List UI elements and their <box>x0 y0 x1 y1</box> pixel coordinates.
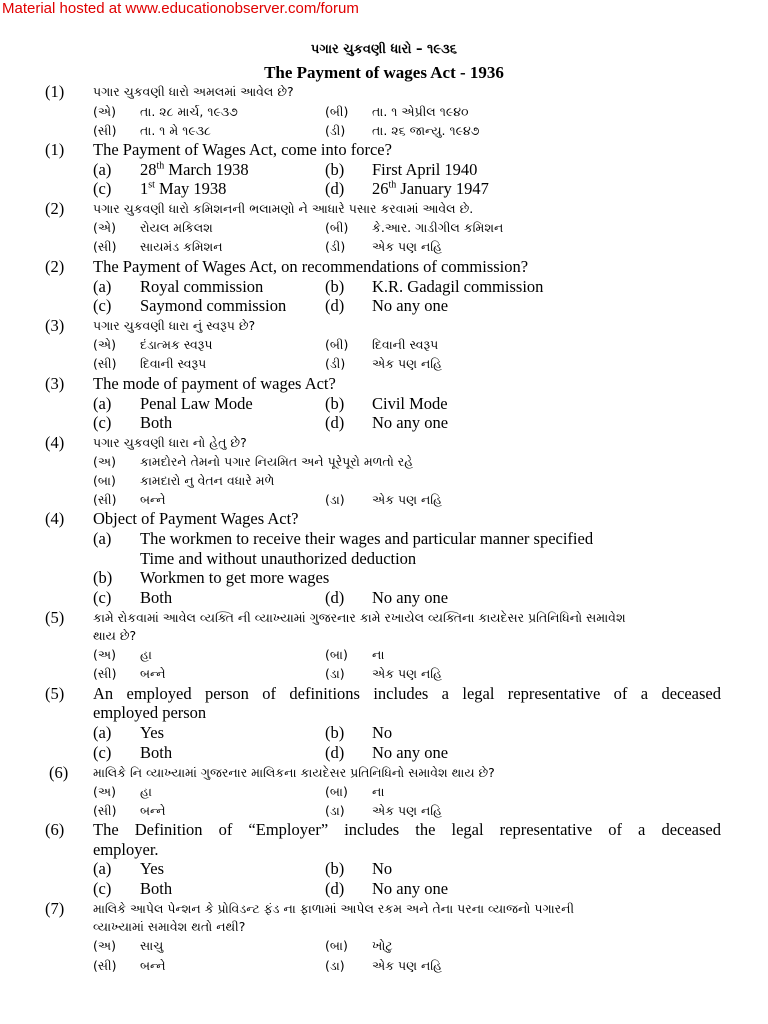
option-text: કામદોરને તેમનો પગાર નિયમિત અને પૂરેપૂરો મળતો રહે <box>140 454 414 469</box>
option-label: (અ) <box>93 784 116 799</box>
option-text: ખોટુ <box>372 938 393 953</box>
option-text: First April 1940 <box>372 160 478 179</box>
option-label: (c) <box>93 296 112 315</box>
option-text: Saymond commission <box>140 296 287 315</box>
page-title-english: The Payment of wages Act - 1936 <box>264 63 504 82</box>
option-label: (a) <box>93 529 112 548</box>
question-text-continued: થાય છે? <box>93 628 137 643</box>
option-text: એક પણ નહિ <box>372 958 442 973</box>
option-label: (d) <box>325 879 345 898</box>
question-text: The Payment of Wages Act, on recommendations of commission? <box>93 257 529 276</box>
option-text: બન્ને <box>140 492 166 507</box>
option-label: (ડા) <box>325 958 345 973</box>
option-label: (d) <box>325 588 345 607</box>
option-label: (ડા) <box>325 492 345 507</box>
question-number: (6) <box>49 763 69 782</box>
question-number: (2) <box>45 257 65 276</box>
option-text: No any one <box>372 588 449 607</box>
option-text: K.R. Gadagil commission <box>372 277 544 296</box>
question-number: (5) <box>45 684 65 703</box>
option-text-continued: Time and without unauthorized deduction <box>140 549 417 568</box>
option-label: (ડી) <box>325 239 346 254</box>
question-number: (5) <box>45 608 65 627</box>
option-label: (બી) <box>325 337 349 352</box>
option-label: (ડા) <box>325 666 345 681</box>
option-label: (d) <box>325 179 345 198</box>
option-text: Both <box>140 413 173 432</box>
option-text: તા. ૧ એપ્રીલ ૧૯૪૦ <box>372 104 469 119</box>
question-text: Object of Payment Wages Act? <box>93 509 299 528</box>
option-text: Penal Law Mode <box>140 394 253 413</box>
question-text: પગાર ચુકવણી ધારો કમિશનની ભલામણો ને આધારે પસાર કરવામાં આવેલ છે. <box>93 201 474 216</box>
question-text: કામે રોકવામાં આવેલ વ્યક્તિ ની વ્યાખ્યામાં ગુજરનાર કામે રખાયેલ વ્યક્તિના કાયદેસર પ્રતિનિધિનો સમાવેશ <box>93 610 626 625</box>
option-label: (b) <box>325 394 345 413</box>
question-text: An employed person of definitions includes a legal representative of a deceased <box>93 684 721 703</box>
option-label: (c) <box>93 879 112 898</box>
option-text: No any one <box>372 743 449 762</box>
option-label: (c) <box>93 413 112 432</box>
option-text: એક પણ નહિ <box>372 356 442 371</box>
question-text: પગાર ચુકવણી ધારો અમલમાં આવેલ છે? <box>93 84 294 99</box>
option-label: (બા) <box>325 784 348 799</box>
source-banner[interactable]: Material hosted at www.educationobserver.com/forum <box>2 0 359 17</box>
option-text: દંડાત્મક સ્વરૂપ <box>140 337 213 352</box>
option-label: (એ) <box>93 104 116 119</box>
option-label: (c) <box>93 179 112 198</box>
question-text: The Payment of Wages Act, come into force? <box>93 140 392 159</box>
option-text: The workmen to receive their wages and particular manner specified <box>140 529 594 548</box>
option-text: દિવાની સ્વરૂપ <box>372 337 439 352</box>
question-number: (3) <box>45 374 65 393</box>
option-text: No <box>372 859 393 878</box>
option-label: (ડી) <box>325 123 346 138</box>
option-text: Both <box>140 879 173 898</box>
option-label: (a) <box>93 160 112 179</box>
option-label: (બા) <box>325 647 348 662</box>
option-text: એક પણ નહિ <box>372 666 442 681</box>
option-text: Workmen to get more wages <box>140 568 330 587</box>
option-text: એક પણ નહિ <box>372 239 442 254</box>
question-number: (4) <box>45 433 65 452</box>
option-label: (b) <box>325 277 345 296</box>
option-label: (a) <box>93 394 112 413</box>
option-label: (b) <box>93 568 113 587</box>
option-label: (ડા) <box>325 803 345 818</box>
question-number: (7) <box>45 899 65 918</box>
option-text: ના <box>372 784 385 799</box>
option-label: (a) <box>93 723 112 742</box>
option-text: રોયલ મકિલશ <box>140 220 213 235</box>
question-number: (1) <box>45 140 65 159</box>
option-text: બન્ને <box>140 666 166 681</box>
option-text: તા. ૧ મે ૧૯૩૮ <box>140 123 211 138</box>
option-text: હા <box>140 784 152 799</box>
option-text: એક પણ નહિ <box>372 803 442 818</box>
option-text: 28th March 1938 <box>140 160 249 179</box>
option-text: કામદારો નુ વેતન વધારે મળે <box>140 473 275 488</box>
option-label: (બી) <box>325 220 349 235</box>
option-text: Civil Mode <box>372 394 448 413</box>
option-text: બન્ને <box>140 958 166 973</box>
option-label: (અ) <box>93 938 116 953</box>
option-text: તા. ૨૬ જાન્યુ. ૧૯૪૭ <box>372 123 480 138</box>
option-label: (સી) <box>93 123 117 138</box>
option-text: 26th January 1947 <box>372 179 489 198</box>
option-text: No <box>372 723 393 742</box>
option-label: (અ) <box>93 647 116 662</box>
option-text: 1st May 1938 <box>140 179 227 198</box>
question-number: (1) <box>45 82 65 101</box>
option-label: (b) <box>325 160 345 179</box>
question-text: પગાર ચુકવણી ધારા નો હેતુ છે? <box>93 435 247 450</box>
option-label: (સી) <box>93 803 117 818</box>
option-label: (c) <box>93 743 112 762</box>
option-text: Royal commission <box>140 277 264 296</box>
option-label: (સી) <box>93 492 117 507</box>
option-text: બન્ને <box>140 803 166 818</box>
option-label: (સી) <box>93 666 117 681</box>
option-label: (બી) <box>325 104 349 119</box>
question-text: માલિકે આપેલ પેન્શન કે પ્રોવિડન્ટ ફંડ ના ફાળામાં આપેલ રકમ અને તેના પરના વ્યાજનો પગારની <box>93 901 575 916</box>
option-label: (d) <box>325 296 345 315</box>
option-label: (બા) <box>93 473 116 488</box>
option-label: (c) <box>93 588 112 607</box>
option-label: (ડી) <box>325 356 346 371</box>
question-text-continued: employed person <box>93 703 207 722</box>
question-text: The Definition of “Employer” includes the legal representative of a deceased <box>93 820 721 839</box>
option-label: (સી) <box>93 356 117 371</box>
option-label: (એ) <box>93 220 116 235</box>
option-text: Both <box>140 588 173 607</box>
option-text: એક પણ નહિ <box>372 492 442 507</box>
option-label: (એ) <box>93 337 116 352</box>
page-title-gujarati: પગાર ચુકવણી ધારો – ૧૯૩૬ <box>310 42 458 57</box>
option-text: Yes <box>140 723 165 742</box>
option-label: (d) <box>325 743 345 762</box>
option-text: Both <box>140 743 173 762</box>
question-text: માલિકે નિ વ્યાખ્યામાં ગુજરનાર માલિકના કાયદેસર પ્રતિનિધિનો સમાવેશ થાય છે? <box>93 765 495 780</box>
option-text: હા <box>140 647 152 662</box>
question-text-continued: employer. <box>93 840 159 859</box>
option-text: ના <box>372 647 385 662</box>
question-text: પગાર ચુકવણી ધારા નું સ્વરૂપ છે? <box>93 318 256 333</box>
option-label: (a) <box>93 277 112 296</box>
option-label: (b) <box>325 723 345 742</box>
option-label: (સી) <box>93 958 117 973</box>
question-number: (2) <box>45 199 65 218</box>
option-text: No any one <box>372 296 449 315</box>
option-label: (d) <box>325 413 345 432</box>
option-label: (b) <box>325 859 345 878</box>
option-label: (a) <box>93 859 112 878</box>
option-text: દિવાની સ્વરૂપ <box>140 356 207 371</box>
question-number: (6) <box>45 820 65 839</box>
option-text: કે.આર. ગાડીગીલ કમિશન <box>372 220 504 235</box>
question-number: (3) <box>45 316 65 335</box>
option-text: સાચુ <box>140 938 164 953</box>
option-text: Yes <box>140 859 165 878</box>
option-text: સાયમંડ કમિશન <box>140 239 223 254</box>
question-text-continued: વ્યાખ્યામાં સમાવેશ થતો નથી? <box>93 919 246 934</box>
option-label: (અ) <box>93 454 116 469</box>
question-number: (4) <box>45 509 65 528</box>
option-text: No any one <box>372 413 449 432</box>
option-label: (બા) <box>325 938 348 953</box>
option-text: No any one <box>372 879 449 898</box>
option-text: તા. ૨૮ માર્ચ, ૧૯૩૭ <box>140 104 238 119</box>
option-label: (સી) <box>93 239 117 254</box>
question-text: The mode of payment of wages Act? <box>93 374 336 393</box>
